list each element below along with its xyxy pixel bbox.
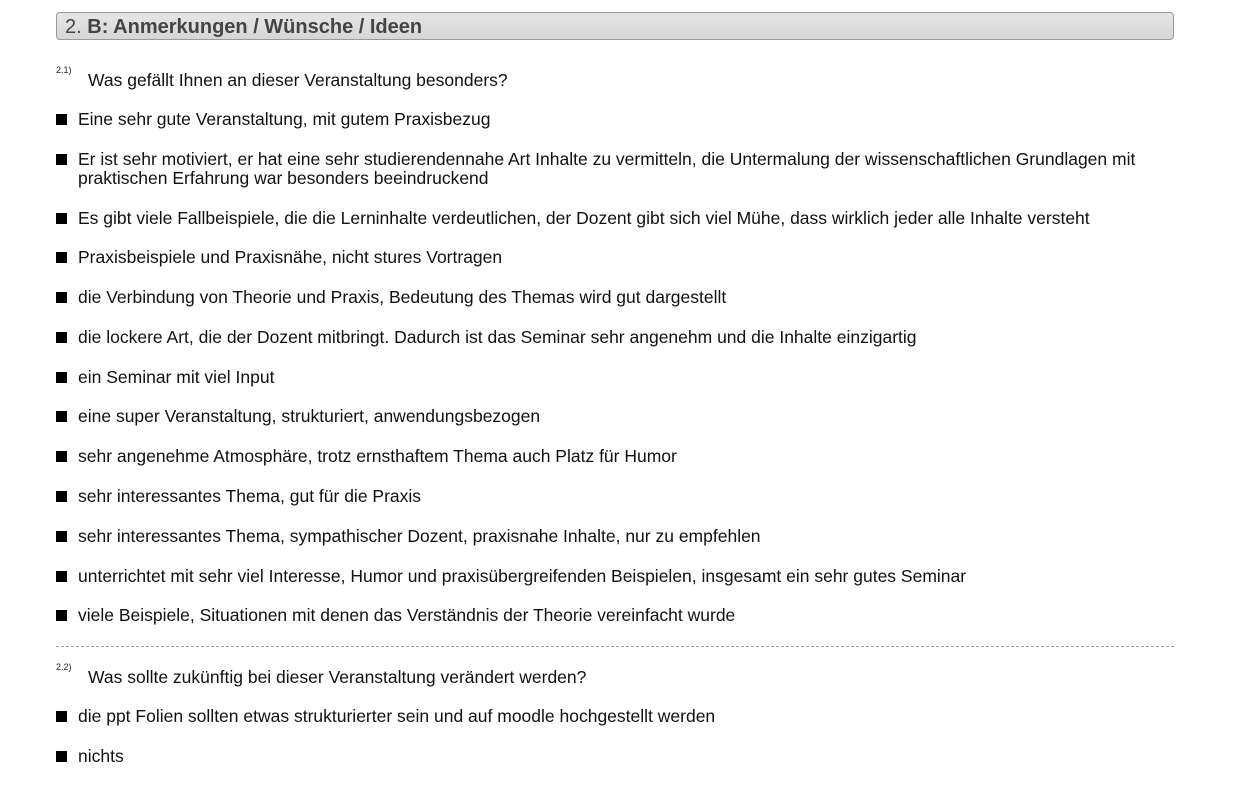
section-title-text: B: Anmerkungen / Wünsche / Ideen — [87, 16, 423, 38]
bullet-icon — [56, 451, 67, 462]
answer-text: eine super Veranstaltung, strukturiert, anwendungsbezogen — [78, 406, 541, 426]
bullet-icon — [56, 114, 67, 125]
question-number: 2.2) — [56, 662, 72, 672]
bullet-icon — [56, 332, 67, 343]
bullet-icon — [56, 571, 67, 582]
bullet-icon — [56, 711, 67, 722]
answer-text: die ppt Folien sollten etwas strukturierter sein und auf moodle hochgestellt werden — [78, 706, 716, 726]
question-divider — [56, 646, 1174, 647]
section-number: 2. — [65, 16, 82, 38]
answer-text: unterrichtet mit sehr viel Interesse, Humor und praxisübergreifenden Beispielen, insgesamt ein sehr gutes Seminar — [78, 566, 967, 586]
bullet-icon — [56, 491, 67, 502]
bullet-icon — [56, 411, 67, 422]
question-text: Was sollte zukünftig bei dieser Veranstaltung verändert werden? — [88, 667, 587, 687]
section-header — [56, 12, 1174, 40]
question-text: Was gefällt Ihnen an dieser Veranstaltung besonders? — [88, 70, 508, 90]
answer-text: die Verbindung von Theorie und Praxis, Bedeutung des Themas wird gut dargestellt — [78, 287, 727, 307]
answer-text: Er ist sehr motiviert, er hat eine sehr studierendennahe Art Inhalte zu vermitteln, die Untermalung der wissenschaftlichen Grundlagen mit praktischen Erfahrung war besonders beeindruckend — [78, 149, 1136, 188]
question-number: 2.1) — [56, 65, 72, 75]
answer-text: Praxisbeispiele und Praxisnähe, nicht stures Vortragen — [78, 247, 503, 267]
answer-text: sehr interessantes Thema, gut für die Praxis — [78, 486, 422, 506]
bullet-icon — [56, 292, 67, 303]
answer-text: sehr interessantes Thema, sympathischer Dozent, praxisnahe Inhalte, nur zu empfehlen — [78, 526, 761, 546]
answer-text: Es gibt viele Fallbeispiele, die die Lerninhalte verdeutlichen, der Dozent gibt sich viel Mühe, dass wirklich jeder alle Inhalte versteht — [78, 208, 1090, 228]
bullet-icon — [56, 531, 67, 542]
section-title — [65, 15, 422, 39]
bullet-icon — [56, 252, 67, 263]
bullet-icon — [56, 372, 67, 383]
bullet-icon — [56, 751, 67, 762]
bullet-icon — [56, 154, 67, 165]
answer-text: Eine sehr gute Veranstaltung, mit gutem Praxisbezug — [78, 109, 491, 129]
answer-text: nichts — [78, 746, 124, 766]
answer-text: die lockere Art, die der Dozent mitbringt. Dadurch ist das Seminar sehr angenehm und die Inhalte einzigartig — [78, 327, 917, 347]
bullet-icon — [56, 213, 67, 224]
answer-text: viele Beispiele, Situationen mit denen das Verständnis der Theorie vereinfacht wurde — [78, 605, 736, 625]
answer-text: ein Seminar mit viel Input — [78, 367, 275, 387]
bullet-icon — [56, 610, 67, 621]
answer-text: sehr angenehme Atmosphäre, trotz ernsthaftem Thema auch Platz für Humor — [78, 446, 677, 466]
